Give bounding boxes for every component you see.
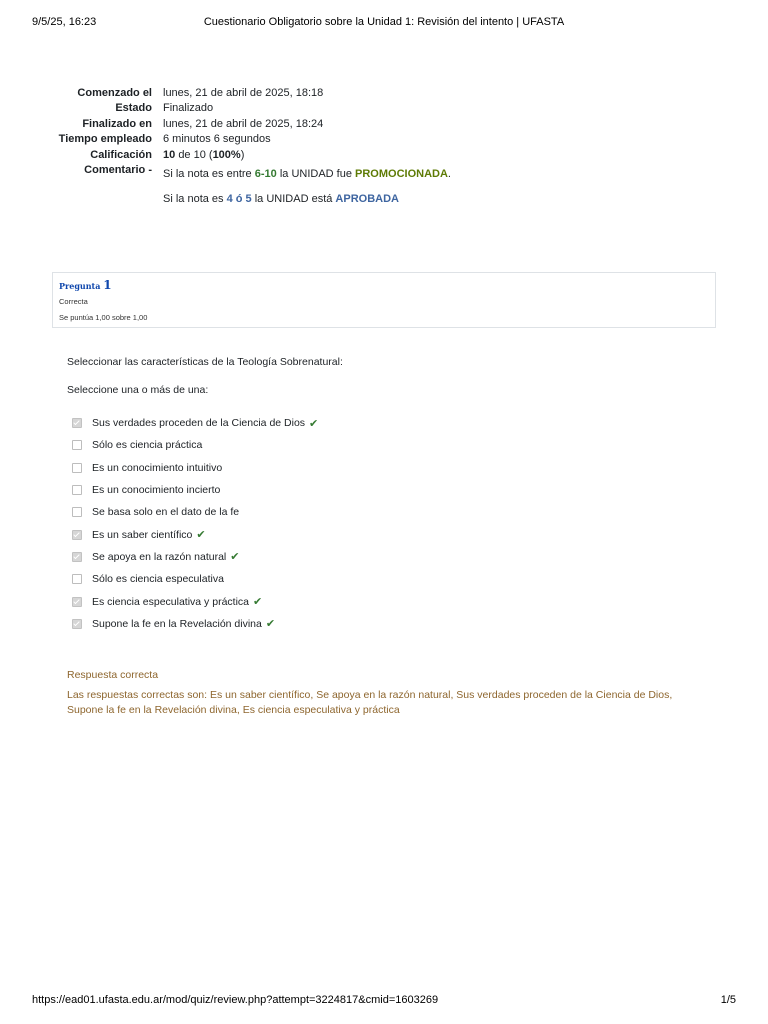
answer-option[interactable] (72, 613, 472, 635)
state-label: Estado (115, 102, 152, 115)
summary-row-completed (56, 117, 656, 132)
comment1-post: . (447, 168, 451, 181)
checkmark-icon: ✔ (265, 618, 276, 631)
comment2-range: 4 ó 5 (226, 193, 252, 206)
checkmark-icon: ✔ (309, 417, 319, 430)
print-header (32, 16, 736, 32)
state-value: Finalizado (163, 102, 214, 115)
comment1-pre: Si la nota es entre (163, 168, 255, 181)
answer-option[interactable] (72, 546, 472, 568)
comment2-mid: la UNIDAD está (251, 193, 336, 206)
started-label: Comenzado el (77, 87, 152, 99)
grade-value (163, 148, 656, 163)
answer-option[interactable] (72, 434, 472, 456)
summary-row-time (56, 132, 656, 147)
checkbox[interactable] (72, 440, 82, 450)
checkmark-icon: ✔ (253, 596, 263, 609)
summary-row-comment (56, 163, 656, 218)
comment1-mid: la UNIDAD fue (276, 168, 356, 181)
answer-option[interactable] (72, 568, 472, 590)
option-label: Es ciencia especulativa y práctica (92, 595, 249, 608)
print-title: Cuestionario Obligatorio sobre la Unidad 1: Revisión del intento | UFASTA (203, 16, 565, 28)
checkbox[interactable] (72, 507, 82, 517)
grade-close: ) (240, 148, 245, 161)
checkbox[interactable] (72, 552, 82, 562)
question-number (59, 276, 709, 294)
question-state: Correcta (59, 297, 88, 306)
answer-option[interactable] (72, 590, 472, 612)
checkmark-icon: ✔ (230, 551, 240, 564)
option-label: Es un conocimiento incierto (92, 484, 221, 497)
grade-percent: 100% (212, 148, 241, 161)
comment-value (163, 163, 656, 218)
checkbox[interactable] (72, 463, 82, 473)
attempt-summary (56, 86, 656, 218)
completed-label: Finalizado en (82, 117, 152, 130)
grade-label: Calificación (90, 148, 152, 161)
option-label: Sus verdades proceden de la Ciencia de Dios (92, 417, 306, 430)
comment2-pre: Si la nota es (163, 193, 227, 206)
checkbox[interactable] (72, 574, 82, 584)
checkbox[interactable] (72, 619, 82, 629)
checkbox[interactable] (72, 485, 82, 495)
time-label: Tiempo empleado (58, 133, 152, 146)
completed-value: lunes, 21 de abril de 2025, 18:24 (163, 117, 324, 130)
page-number: 1/5 (720, 994, 736, 1006)
checkbox[interactable] (72, 418, 82, 428)
option-label: Supone la fe en la Revelación divina (92, 617, 262, 630)
correct-answers-text: Las respuestas correctas son: Es un saber científico, Se apoya en la razón natural, Sus verdades proceden de la Ciencia de Dios, Supone la fe en la Revelación divina, Es ciencia especulativa y práctica (67, 689, 673, 716)
checkbox[interactable] (72, 597, 82, 607)
question-prompt: Seleccione una o más de una: (67, 384, 209, 396)
comment2-status: APROBADA (335, 193, 399, 206)
comment-line-promocion (163, 167, 656, 182)
comment-line-aprobada (163, 192, 656, 207)
grade-score: 10 (163, 148, 176, 161)
question-grade: Se puntúa 1,00 sobre 1,00 (59, 313, 148, 322)
summary-row-started (56, 86, 656, 101)
answer-option[interactable] (72, 412, 472, 434)
comment1-range: 6-10 (254, 168, 277, 181)
question-text: Seleccionar las características de la Teología Sobrenatural: (67, 356, 343, 368)
summary-row-grade (56, 148, 656, 163)
feedback-box (67, 668, 707, 718)
question-info-box (52, 272, 716, 328)
option-label: Sólo es ciencia práctica (92, 439, 203, 452)
comment-label: Comentario - (84, 164, 152, 177)
option-label: Es un saber científico (92, 528, 193, 541)
comment1-status: PROMOCIONADA (355, 168, 448, 181)
option-label: Se basa solo en el dato de la fe (92, 506, 240, 519)
answer-option[interactable] (72, 523, 472, 545)
time-value: 6 minutos 6 segundos (163, 133, 271, 146)
option-label: Sólo es ciencia especulativa (92, 573, 224, 586)
answer-option[interactable] (72, 457, 472, 479)
page-url: https://ead01.ufasta.edu.ar/mod/quiz/review.php?attempt=3224817&cmid=1603269 (32, 994, 439, 1006)
question-label: Pregunta (59, 281, 101, 291)
print-date: 9/5/25, 16:23 (32, 16, 97, 28)
checkmark-icon: ✔ (196, 529, 206, 542)
started-value: lunes, 21 de abril de 2025, 18:18 (163, 87, 324, 99)
feedback-status: Respuesta correcta (67, 669, 159, 681)
summary-row-state (56, 101, 656, 116)
grade-of: de 10 ( (178, 148, 213, 161)
answer-option[interactable] (72, 479, 472, 501)
question-number-value: 1 (103, 278, 112, 292)
print-footer (32, 994, 736, 1010)
answer-options (72, 412, 472, 635)
checkbox[interactable] (72, 530, 82, 540)
option-label: Es un conocimiento intuitivo (92, 461, 223, 474)
answer-option[interactable] (72, 501, 472, 523)
option-label: Se apoya en la razón natural (92, 550, 227, 563)
